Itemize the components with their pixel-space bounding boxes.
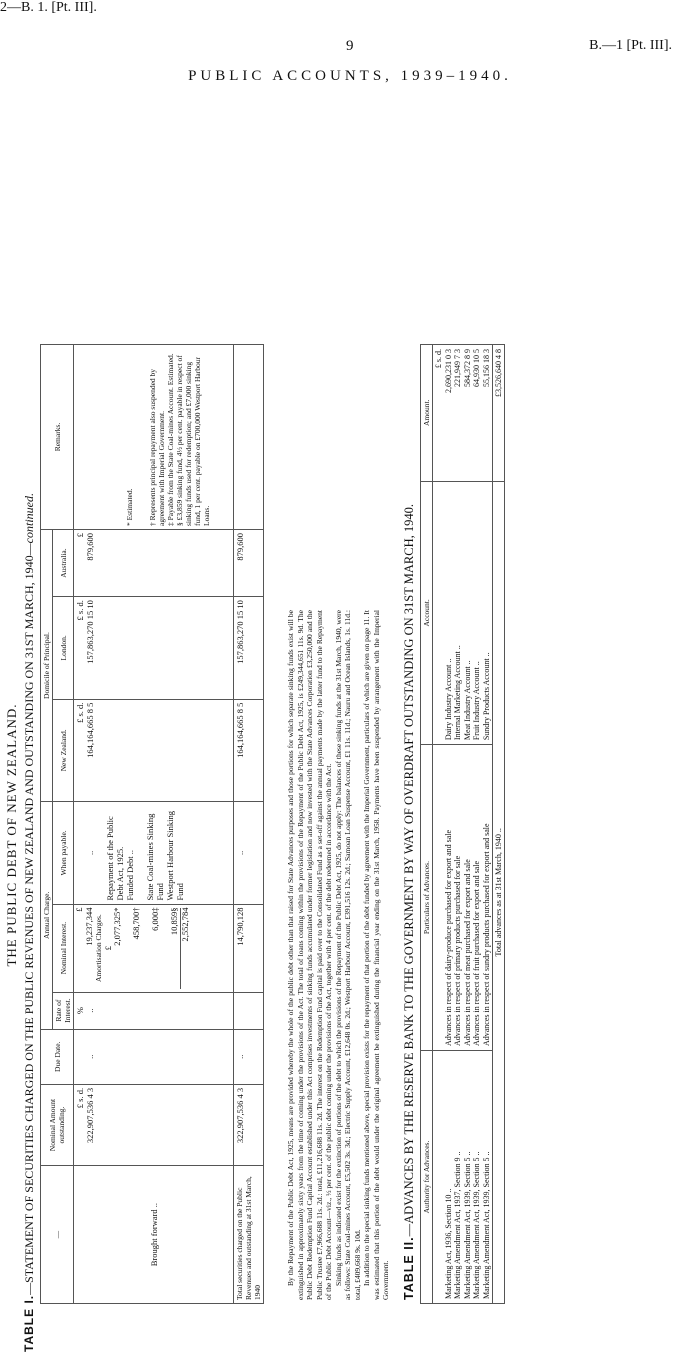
table2-title	[402, 310, 417, 1300]
total-nominal: 322,907,536 4 3	[234, 1084, 264, 1165]
col-head-when-payable: When payable.	[53, 802, 74, 904]
authority-list: Marketing Act, 1936, Section 10 .. Marketing Amendment Act, 1937, Section 9 .. Marketing Amendment Act, 1939, Section 5 .. Marketing Amendment Act, 1939, Section 5 .. Marketing Amendment Act, 1939, Section 5 ..	[433, 1051, 493, 1304]
bf-when-payable: .. Repayment of the Public Debt Act, 1925. Funded Debt .. State Coal-mines Sinking Fund Westport Harbour Sinking Fund	[74, 802, 234, 904]
col-head-nominal-interest: Nominal Interest.	[53, 904, 74, 992]
table1-label: TABLE I.	[22, 1294, 36, 1352]
securities-table	[40, 344, 264, 1304]
bf-interest: £ 19,237,344 Amortisation Charges. £ 2,077,325* 458,700† 6,000‡ 10,859§ 2,552,784	[74, 904, 234, 992]
rotated-sheet	[0, 310, 580, 1360]
unit-psd: £ s. d.	[75, 1087, 85, 1109]
table2-label: TABLE II.	[402, 1236, 416, 1300]
col-head-london: London.	[53, 597, 74, 699]
col-head-domicile: Domicile of Principal.	[41, 530, 53, 802]
t2-total-label: Total advances as at 31st March, 1940 ..	[493, 481, 505, 1303]
remark-3: ‡ Payable from the State Coal-mines Account. Estimated.	[166, 353, 175, 526]
total-due: ..	[234, 1029, 264, 1084]
col-head-nominal: Nominal Amount outstanding.	[41, 1084, 74, 1165]
col-head-amount: Amount.	[421, 345, 433, 482]
bf-nominal-value: 322,907,536 4 3	[85, 1087, 95, 1144]
col-head-blank: —	[41, 1166, 74, 1304]
total-australia: 879,600	[234, 530, 264, 597]
bf-rate: % ..	[74, 992, 234, 1029]
total-london: 157,863,270 15 10	[234, 597, 264, 699]
table-row-total	[234, 345, 264, 1304]
table1-title	[22, 302, 37, 1352]
t2-total-amount: £3,526,640 4 8	[493, 345, 505, 482]
table1-title-text: —STATEMENT OF SECURITIES CHARGED ON THE PUBLIC REVENUES OF NEW ZEALAND AND OUTSTANDING ON 31ST MARCH, 1940—	[22, 543, 36, 1295]
bf-due: ..	[74, 1029, 234, 1084]
col-head-due: Due Date.	[41, 1029, 74, 1084]
table1-title-cont: continued.	[22, 493, 36, 544]
col-head-account: Account.	[421, 481, 433, 745]
advances-table	[420, 344, 505, 1304]
note-paragraph: Sinking funds as indicated exist for the extinction of portions of the debt to which the provisions of the Repayment of the Public Debt Act, 1925, do not apply: The balances of these sinking funds at the 31st March, 1940, were as follows: State Coal-mines Account, £5,502 3s. 3d.; Electric Supply Account, £12,648 0s. 2d.; Westport Harbour Account, £391,516 12s. 2d.; Samoan Loan Suspense Account, £1 11s. 11d.; Nauru and Ocean Islands, 1s. 11d.: total, £409,668 9s. 10d.	[333, 610, 362, 1300]
remark-1: * Estimated.	[125, 488, 134, 526]
col-head-australia: Australia.	[53, 530, 74, 597]
col-head-remarks: Remarks.	[41, 345, 74, 530]
table-row	[433, 345, 493, 1304]
particulars-list: Advances in respect of dairy-produce purchased for export and sale Advances in respect of primary products purchased for sale Advances in respect of meat purchased for export and sale Advances in respect of fruit purchased for export and sale Advances in respect of sundry products purchased for export and sale	[433, 745, 493, 1051]
total-label: Total securities charged on the Public Revenues and outstanding at 31st March, 1940	[234, 1166, 264, 1304]
notes	[286, 610, 391, 1300]
brought-forward-nominal	[74, 1084, 234, 1165]
table-row-total	[493, 345, 505, 1304]
bf-australia: £ 879,600	[74, 530, 234, 597]
footer-ref: 2—B. 1. [Pt. III].	[0, 0, 97, 15]
remarks-cell	[74, 345, 234, 530]
col-head-rate: Rate of Interest.	[53, 992, 74, 1029]
total-when: ..	[234, 802, 264, 904]
table-row	[74, 345, 234, 1304]
total-nz: 164,164,665 8 5	[234, 699, 264, 801]
page-reference: B.—1 [Pt. III].	[589, 38, 672, 53]
page-number: 9	[346, 38, 354, 54]
brought-forward-label: Brought forward ..	[74, 1166, 234, 1304]
total-interest: 14,790,128	[234, 904, 264, 992]
remark-4: § £3,859 sinking fund, 4½ per cent. payable in respect of sinking funds used for redemption; and £7,000 sinking fund, 1 per cent. payable on £700,000 Westport Harbour Loans.	[175, 355, 211, 526]
bf-london: £ s. d. 157,863,270 15 10	[74, 597, 234, 699]
table2-title-text: —ADVANCES BY THE RESERVE BANK TO THE GOVERNMENT BY WAY OF OVERDRAFT OUTSTANDING ON 31ST MARCH, 1940.	[402, 504, 416, 1237]
note-paragraph: By the Repayment of the Public Debt Act, 1925, means are provided whereby the whole of the public debt other than that raised for State Advances purposes and those portions for which separate sinking funds exist will be extinguished in approximately sixty years from the time of coming under the provisions of the Act. The total of loans coming within the provisions of the Repayment of the Public Debt Act, 1925, is £249,344,651 11s. 9d. The Public Debt Redemption Fund Capital Account established under this Act comprises investments of sinking funds accumulated under former legislation and now invested with the State Advances Corporation £3,250,000 and the Public Trustee £7,966,688 11s. 2d.: total, £11,216,688 11s. 2d. The interest on the Redemption Fund capital is paid over to the Consolidated Fund as a set-off against the annual payments made by the latter fund to the Repayment of the Public Debt Account—viz., ½ per cent. of the public debt coming under the provisions of the Act, together with 4 per cent. of the debt redeemed in accordance with the Act.	[286, 610, 333, 1300]
col-head-particulars: Particulars of Advances.	[421, 745, 433, 1051]
col-head-annual-charge: Annual Charge.	[41, 802, 53, 1029]
bf-nz: £ s. d. 164,164,665 8 5	[74, 699, 234, 801]
running-head: PUBLIC ACCOUNTS, 1939–1940.	[188, 68, 512, 84]
col-head-nz: New Zealand.	[53, 699, 74, 801]
amounts-list: £ s. d. 2,690,231 0 3 221,949 7 3 584,372 8 9 64,930 10 5 55,156 18 3	[433, 345, 493, 482]
remark-2: † Represents principal repayment also suspended by agreement with Imperial Government.	[148, 368, 166, 526]
col-head-authority: Authority for Advances.	[421, 1051, 433, 1304]
main-title: THE PUBLIC DEBT OF NEW ZEALAND.	[4, 703, 19, 967]
accounts-list: Dairy Industry Account .. Internal Marketing Account .. Meat Industry Account .. Fruit Industry Account .. Sundry Products Account ..	[433, 481, 493, 745]
note-paragraph: In addition to the special sinking funds mentioned above, special provision exists for the repayment of that portion of the debt funded by agreement with the Imperial Government, particulars of which are given on page 11. It was estimated that this portion of the debt would under the original agreement be extinguished during the financial year ending on the 31st March, 1958. Payments have been suspended by arrangement with the Imperial Government.	[362, 610, 390, 1300]
